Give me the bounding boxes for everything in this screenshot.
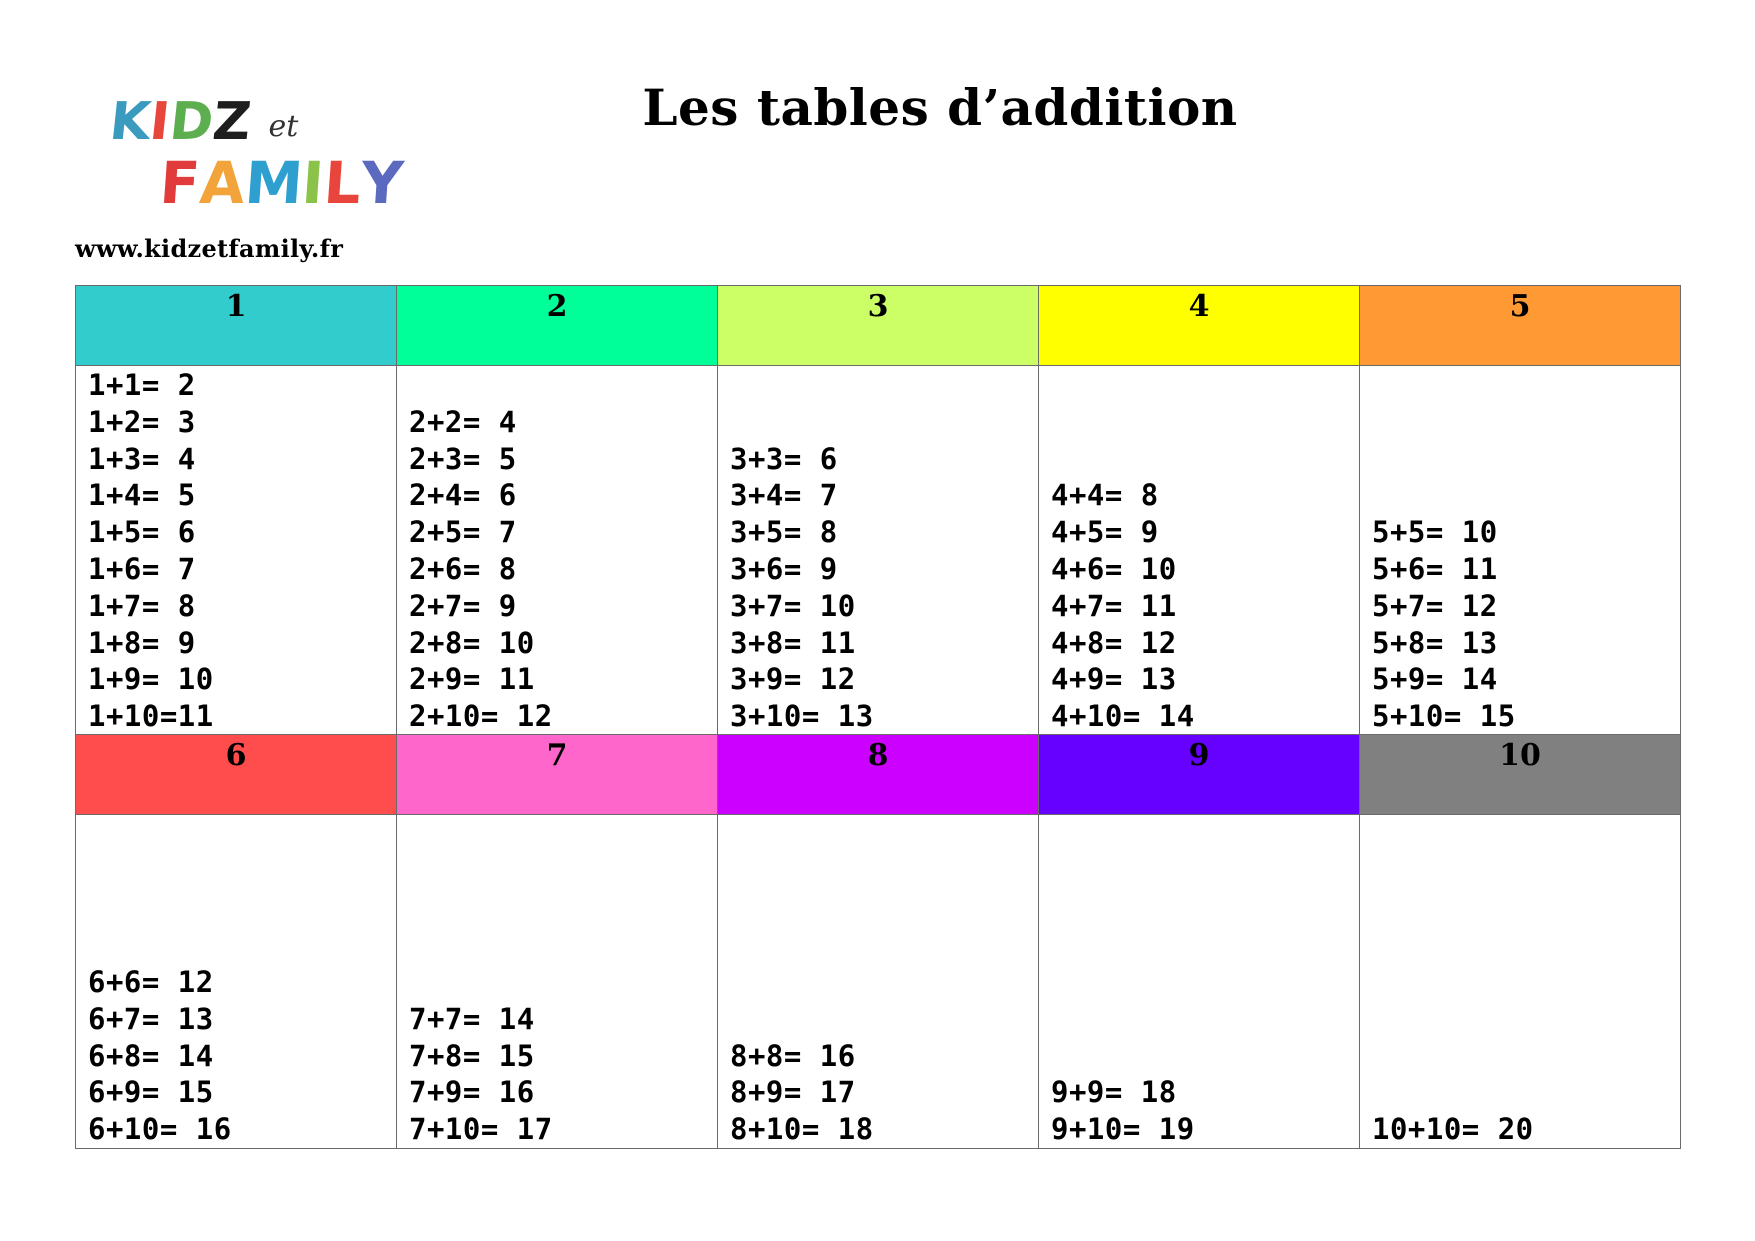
equation: 4+5= 9 <box>1051 515 1159 550</box>
equation: 1+1= 2 <box>88 368 196 403</box>
equation: 2+5= 7 <box>409 515 517 550</box>
equation: 3+7= 10 <box>730 588 856 623</box>
table-column-6 <box>75 734 397 1149</box>
equation: 8+9= 17 <box>730 1075 856 1110</box>
table-body-10 <box>1360 815 1680 1148</box>
table-column-2 <box>396 285 718 736</box>
equation: 2+4= 6 <box>409 478 517 513</box>
website-url[interactable]: www.kidzetfamily.fr <box>75 234 344 263</box>
table-header-6: 6 <box>76 735 396 815</box>
equation-list <box>730 441 874 735</box>
equation: 5+7= 12 <box>1372 588 1498 623</box>
tables-row-1-to-5 <box>75 285 1685 736</box>
logo-letter: Y <box>358 149 406 217</box>
equation: 3+6= 9 <box>730 552 838 587</box>
table-column-4 <box>1038 285 1360 736</box>
table-header-3: 3 <box>718 286 1038 366</box>
table-body-5 <box>1360 366 1680 735</box>
equation: 6+9= 15 <box>88 1075 214 1110</box>
equation: 3+5= 8 <box>730 515 838 550</box>
equation: 3+10= 13 <box>730 699 874 734</box>
table-header-7: 7 <box>397 735 717 815</box>
logo-letter: I <box>299 149 327 217</box>
page-title: Les tables d’addition <box>642 78 1238 137</box>
table-body-8 <box>718 815 1038 1148</box>
addition-tables-grid <box>75 285 1685 1147</box>
equation: 3+8= 11 <box>730 625 856 660</box>
logo-letter: I <box>147 92 173 152</box>
equation-list <box>730 1038 874 1148</box>
tables-row-6-to-10 <box>75 734 1685 1149</box>
equation: 4+8= 12 <box>1051 625 1177 660</box>
equation: 6+10= 16 <box>88 1112 232 1147</box>
equation: 2+8= 10 <box>409 625 535 660</box>
equation: 2+10= 12 <box>409 699 553 734</box>
table-header-9: 9 <box>1039 735 1359 815</box>
equation: 3+9= 12 <box>730 662 856 697</box>
equation: 10+10= 20 <box>1372 1112 1534 1147</box>
equation-list <box>409 1001 553 1148</box>
equation: 1+5= 6 <box>88 515 196 550</box>
equation: 2+2= 4 <box>409 404 517 439</box>
table-column-7 <box>396 734 718 1149</box>
logo-letter: A <box>197 149 247 217</box>
equation: 6+8= 14 <box>88 1038 214 1073</box>
equation: 1+8= 9 <box>88 625 196 660</box>
equation-list <box>1372 1111 1534 1148</box>
equation: 1+3= 4 <box>88 441 196 476</box>
equation: 2+9= 11 <box>409 662 535 697</box>
table-body-3 <box>718 366 1038 735</box>
table-body-6 <box>76 815 396 1148</box>
equation: 9+10= 19 <box>1051 1112 1195 1147</box>
table-column-5 <box>1359 285 1681 736</box>
table-column-1 <box>75 285 397 736</box>
equation: 1+10=11 <box>88 699 214 734</box>
table-column-3 <box>717 285 1039 736</box>
table-body-4 <box>1039 366 1359 735</box>
equation: 2+7= 9 <box>409 588 517 623</box>
equation: 7+9= 16 <box>409 1075 535 1110</box>
logo-letter: M <box>242 149 305 217</box>
equation: 5+5= 10 <box>1372 515 1498 550</box>
equation: 4+10= 14 <box>1051 699 1195 734</box>
equation: 7+8= 15 <box>409 1038 535 1073</box>
equation: 5+9= 14 <box>1372 662 1498 697</box>
kidz-et-family-logo <box>106 88 406 217</box>
equation: 2+3= 5 <box>409 441 517 476</box>
equation-list <box>409 404 553 735</box>
table-body-1 <box>76 366 396 735</box>
equation-list <box>88 367 214 735</box>
equation: 4+6= 10 <box>1051 552 1177 587</box>
equation: 1+2= 3 <box>88 404 196 439</box>
equation: 5+6= 11 <box>1372 552 1498 587</box>
equation: 3+3= 6 <box>730 441 838 476</box>
logo-letter: D <box>166 92 216 152</box>
equation: 6+6= 12 <box>88 965 214 1000</box>
equation: 6+7= 13 <box>88 1001 214 1036</box>
equation: 1+9= 10 <box>88 662 214 697</box>
table-header-4: 4 <box>1039 286 1359 366</box>
equation: 4+4= 8 <box>1051 478 1159 513</box>
equation-list <box>1051 1074 1195 1148</box>
equation: 4+9= 13 <box>1051 662 1177 697</box>
logo-letter: F <box>157 149 203 217</box>
equation: 1+4= 5 <box>88 478 196 513</box>
logo-letter: K <box>106 92 154 152</box>
table-body-7 <box>397 815 717 1148</box>
logo-kidz-word <box>106 88 299 152</box>
equation: 5+8= 13 <box>1372 625 1498 660</box>
table-column-9 <box>1038 734 1360 1149</box>
equation: 7+7= 14 <box>409 1001 535 1036</box>
equation-list <box>1372 514 1516 735</box>
equation: 5+10= 15 <box>1372 699 1516 734</box>
table-body-9 <box>1039 815 1359 1148</box>
equation-list <box>88 964 232 1148</box>
table-header-1: 1 <box>76 286 396 366</box>
logo-letter: L <box>321 149 364 217</box>
equation: 9+9= 18 <box>1051 1075 1177 1110</box>
equation: 2+6= 8 <box>409 552 517 587</box>
logo-letter: Z <box>209 92 254 152</box>
table-header-5: 5 <box>1360 286 1680 366</box>
equation: 4+7= 11 <box>1051 588 1177 623</box>
logo-et: et <box>268 109 299 144</box>
table-header-8: 8 <box>718 735 1038 815</box>
table-header-10: 10 <box>1360 735 1680 815</box>
logo-family-word <box>157 148 406 217</box>
table-header-2: 2 <box>397 286 717 366</box>
equation: 8+8= 16 <box>730 1038 856 1073</box>
equation: 8+10= 18 <box>730 1112 874 1147</box>
equation: 1+7= 8 <box>88 588 196 623</box>
equation: 1+6= 7 <box>88 552 196 587</box>
equation: 3+4= 7 <box>730 478 838 513</box>
equation: 7+10= 17 <box>409 1112 553 1147</box>
table-column-10 <box>1359 734 1681 1149</box>
table-body-2 <box>397 366 717 735</box>
equation-list <box>1051 477 1195 735</box>
table-column-8 <box>717 734 1039 1149</box>
